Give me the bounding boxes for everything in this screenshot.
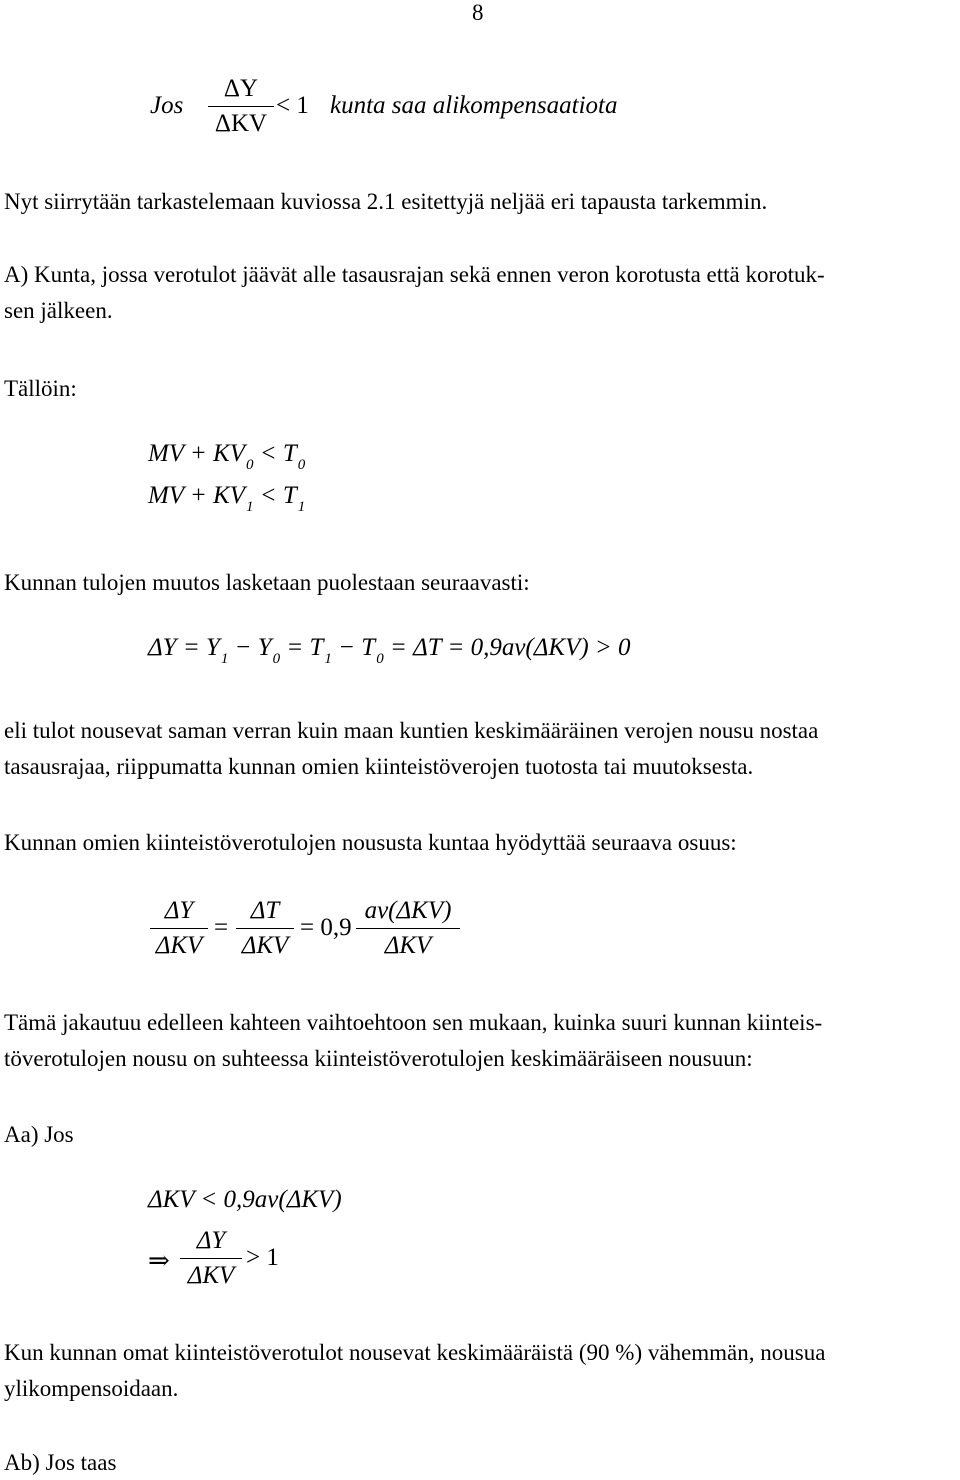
paragraph-intro: Nyt siirrytään tarkastelemaan kuviossa 2.1 esitettyjä neljää eri tapausta tarkemmin. (4, 189, 768, 214)
paragraph-kun-line1: Kun kunnan omat kiinteistöverotulot nousevat keskimääräistä (90 %) vähemmän, nousua (4, 1340, 826, 1365)
subscript: 0 (272, 651, 281, 667)
inequality-lhs: MV + KV (148, 482, 245, 509)
fraction-dt-dkv (236, 896, 294, 961)
fraction-denominator: ΔKV (187, 1262, 235, 1289)
fraction-bar (356, 928, 460, 929)
implies-icon: ⇒ (148, 1246, 170, 1275)
paragraph-osuus: Kunnan omien kiinteistöverotulojen noususta kuntaa hyödyttää seuraava osuus: (4, 830, 737, 855)
paragraph-kun-line2: ylikompensoidaan. (4, 1376, 179, 1401)
inequality-rhs: < T (259, 482, 297, 509)
page-number: 8 (472, 0, 484, 25)
relation-less-than-one: < 1 (276, 92, 309, 119)
paragraph-talloin: Tällöin: (4, 376, 77, 401)
fraction-bar (236, 928, 294, 929)
subscript: 0 (376, 651, 384, 667)
fraction-av-dkv (356, 896, 460, 961)
fraction-denominator: ΔKV (384, 932, 432, 959)
fraction-numerator: ΔT (250, 897, 280, 924)
relation-greater-than-one: > 1 (246, 1244, 279, 1271)
fraction-dy-dkv (208, 74, 274, 139)
fraction-numerator: ΔY (223, 75, 259, 102)
jos-label: Jos (150, 92, 184, 119)
inequality-after (148, 482, 306, 515)
fraction-numerator: ΔY (196, 1227, 226, 1254)
eq-part: − T (331, 634, 376, 661)
fraction-dy-dkv (150, 896, 208, 961)
fraction-bar (180, 1258, 242, 1259)
fraction-numerator: av(ΔKV) (364, 897, 452, 924)
eq-part: ΔY = Y (148, 634, 220, 661)
subscript: 0 (245, 457, 254, 473)
inequality-before (148, 440, 306, 473)
fraction-numerator: ΔY (164, 897, 194, 924)
paragraph-ab-jos-taas: Ab) Jos taas (4, 1450, 117, 1475)
paragraph-jakautuu-line1: Tämä jakautuu edelleen kahteen vaihtoehtoon sen mukaan, kuinka suuri kunnan kiinteis- (4, 1010, 823, 1035)
paragraph-eli-line2: tasausrajaa, riippumatta kunnan omien kiinteistöverojen tuotosta tai muutoksesta. (4, 754, 754, 779)
fraction-bar (150, 928, 208, 929)
fraction-bar (208, 106, 274, 107)
fraction-denominator: ΔKV (214, 110, 268, 137)
equals-sign: = (214, 914, 229, 941)
eq-part: = T (280, 634, 324, 661)
equation-delta-y (148, 634, 631, 667)
inequality-lhs: MV + KV (148, 440, 245, 467)
subscript: 0 (297, 457, 306, 473)
fraction-dy-dkv (180, 1226, 242, 1291)
paragraph-case-a-line1: A) Kunta, jossa verotulot jäävät alle tasausrajan sekä ennen veron korotusta että korotuk- (4, 262, 825, 287)
paragraph-eli-line1: eli tulot nousevat saman verran kuin maan kuntien keskimääräinen verojen nousu nostaa (4, 718, 819, 743)
subscript: 1 (220, 651, 229, 667)
alikompensaatio-text: kunta saa alikompensaatiota (330, 92, 618, 119)
paragraph-jakautuu-line2: töverotulojen nousu on suhteessa kiinteistöverotulojen keskimääräiseen nousuun: (4, 1046, 753, 1071)
inequality-rhs: < T (259, 440, 297, 467)
eq-part: = ΔT = 0,9av(ΔKV) > 0 (383, 634, 631, 661)
fraction-denominator: ΔKV (241, 932, 289, 959)
paragraph-tulojen-muutos: Kunnan tulojen muutos lasketaan puolestaan seuraavasti: (4, 570, 530, 595)
paragraph-aa-jos: Aa) Jos (4, 1122, 74, 1147)
eq-part: − Y (228, 634, 272, 661)
paragraph-case-a-line2: sen jälkeen. (4, 298, 113, 323)
subscript: 1 (297, 499, 306, 515)
fraction-denominator: ΔKV (155, 932, 203, 959)
equals-coefficient: = 0,9 (300, 914, 352, 941)
subscript: 1 (324, 651, 332, 667)
subscript: 1 (245, 499, 254, 515)
inequality-aa: ΔKV < 0,9av(ΔKV) (148, 1186, 342, 1213)
